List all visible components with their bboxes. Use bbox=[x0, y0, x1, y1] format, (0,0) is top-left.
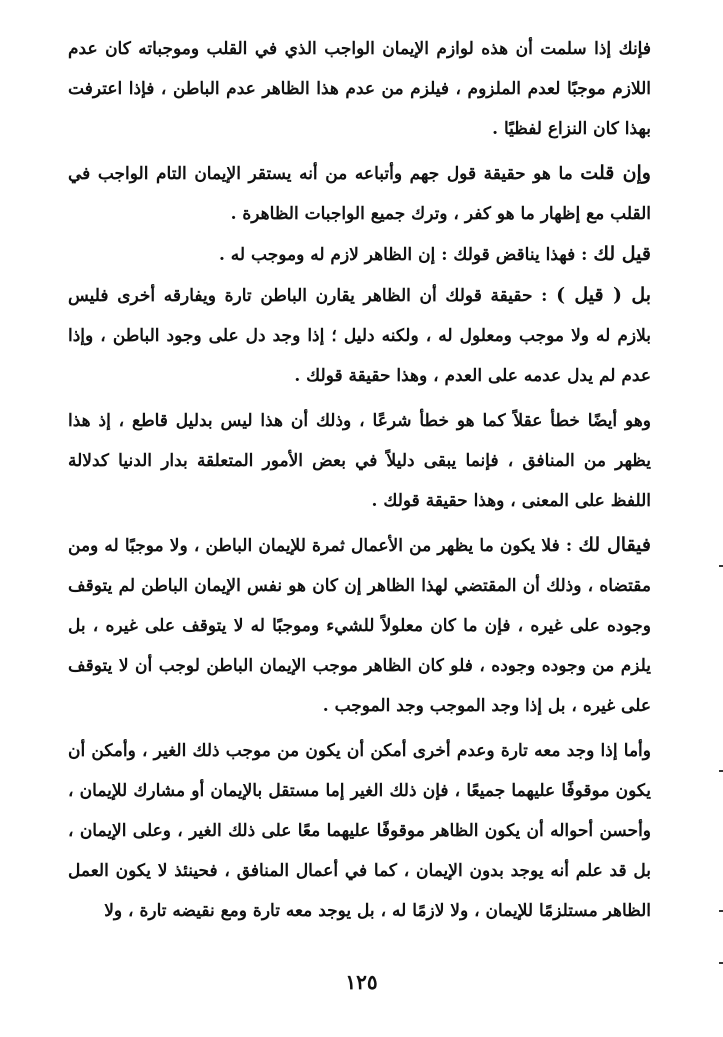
scan-margin-mark bbox=[719, 910, 723, 912]
scan-margin-mark bbox=[719, 565, 723, 567]
paragraph-2-text: ما هو حقيقة قول جهم وأتباعه من أنه يستقر الإيمان التام الواجب في القلب مع إظهار ما هو كفر ، وترك جميع الواجبات الظاهرة . bbox=[68, 164, 651, 224]
paragraph-4 bbox=[68, 275, 651, 396]
paragraph-1-text: فإنك إذا سلمت أن هذه لوازم الإيمان الواجب الذي في القلب وموجباته كان عدم اللازم موجبًا لعدم الملزوم ، فيلزم من عدم هذا الظاهر عدم الباطن ، فإذا اعترفت بهذا كان النزاع لفظيًا . bbox=[68, 39, 651, 139]
scan-margin-mark bbox=[719, 962, 723, 964]
paragraph-2-lead: وإن قلت bbox=[580, 162, 651, 184]
page-number: ١٢٥ bbox=[345, 970, 378, 994]
paragraph-7 bbox=[68, 730, 651, 931]
paragraph-4-lead: بل ( قيل ) bbox=[556, 284, 651, 306]
paragraph-3-lead: قيل لك bbox=[593, 243, 651, 265]
paragraph-4-text: : حقيقة قولك أن الظاهر يقارن الباطن تارة ويفارقه أخرى فليس بلازم له ولا موجب ومعلول له ، ولكنه دليل ؛ إذا وجد دل على وجود الباطن ، وإذا عدم لم يدل عدمه على العدم ، وهذا حقيقة قولك . bbox=[68, 286, 651, 386]
paragraph-1 bbox=[68, 28, 651, 149]
paragraph-3-text: : فهذا يناقض قولك : إن الظاهر لازم له وموجب له . bbox=[218, 245, 594, 265]
scan-margin-mark bbox=[719, 770, 723, 772]
paragraph-3 bbox=[68, 234, 651, 275]
paragraph-6 bbox=[68, 525, 651, 726]
paragraph-5-text: وهو أيضًا خطأ عقلاً كما هو خطأ شرعًا ، وذلك أن هذا ليس بدليل قاطع ، إذ هذا يظهر من المنافق ، فإنما يبقى دليلاً في بعض الأمور المتعلقة بدار الدنيا كدلالة اللفظ على المعنى ، وهذا حقيقة قولك . bbox=[68, 411, 651, 511]
paragraph-7-text: وأما إذا وجد معه تارة وعدم أخرى أمكن أن يكون من موجب ذلك الغير ، وأمكن أن يكون موقوفًا عليهما جميعًا ، فإن ذلك الغير إما مستقل بالإيمان أو مشارك للإيمان ، وأحسن أحواله أن يكون الظاهر موقوفًا عليهما معًا على ذلك الغير ، وعلى الإيمان ، بل قد علم أنه يوجد بدون الإيمان ، كما في أعمال المنافق ، فحينئذ لا يكون العمل الظاهر مستلزمًا للإيمان ، ولا لازمًا له ، بل يوجد معه تارة ومع نقيضه تارة ، ولا bbox=[68, 741, 651, 921]
page-body bbox=[68, 28, 651, 931]
paragraph-2 bbox=[68, 153, 651, 234]
paragraph-5 bbox=[68, 400, 651, 521]
paragraph-6-text: : فلا يكون ما يظهر من الأعمال ثمرة للإيمان الباطن ، ولا موجبًا له ومن مقتضاه ، وذلك أن المقتضي لهذا الظاهر إن كان هو نفس الإيمان الباطن لم يتوقف وجوده على غيره ، فإن ما كان معلولاً للشيء وموجبًا له لا يتوقف على غيره ، بل يلزم من وجوده وجوده ، فلو كان الظاهر موجب الإيمان الباطن لوجب أن لا يتوقف على غيره ، بل إذا وجد الموجب وجد الموجب . bbox=[68, 536, 651, 716]
paragraph-6-lead: فيقال لك bbox=[578, 534, 651, 556]
